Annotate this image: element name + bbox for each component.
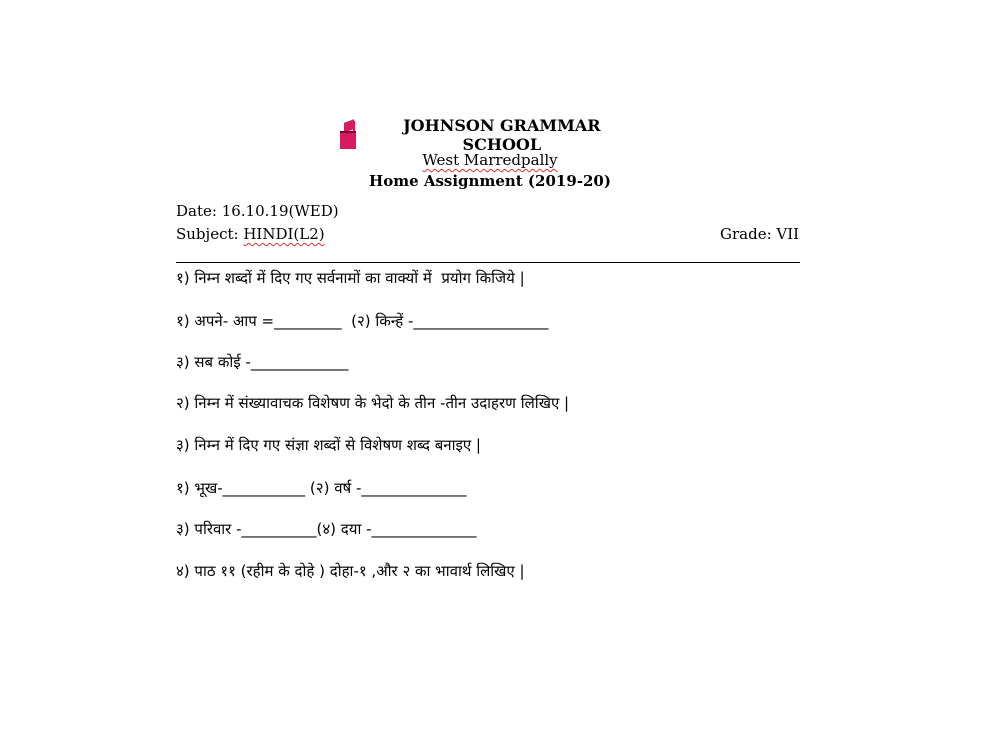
location-text: West Marredpally [422,151,558,169]
school-logo-icon [340,121,360,149]
date-line: Date: 16.10.19(WED) [176,202,339,220]
question-line: २) निम्न में संख्यावाचक विशेषण के भेदो के तीन -तीन उदाहरण लिखिए | [176,394,570,412]
subject-value: HINDI(L2) [243,225,325,243]
question-line: ३) निम्न में दिए गए संज्ञा शब्दों से विशेषण शब्द बनाइए | [176,436,481,454]
question-line: ४) पाठ ११ (रहीम के दोहे ) दोहा-१ ,और २ का भावार्थ लिखिए | [176,562,525,580]
question-line: ३) सब कोई -_____________ [176,353,349,371]
subject-line [176,225,325,243]
assignment-title: Home Assignment (2019-20) [369,172,611,190]
header-divider [176,262,800,263]
question-line: १) भूख-___________ (२) वर्ष -______________ [176,479,467,497]
school-name: JOHNSON GRAMMAR SCHOOL [403,116,601,154]
document-header [340,116,640,192]
subject-label: Subject: [176,225,244,243]
question-line: १) अपने- आप =_________ (२) किन्हें -__________________ [176,312,549,330]
grade-line: Grade: VII [720,225,800,243]
question-line: ३) परिवार -__________(४) दया -______________ [176,520,477,538]
school-title-line [340,116,640,154]
question-line: १) निम्न शब्दों में दिए गए सर्वनामों का वाक्यों में प्रयोग किजिये | [176,269,525,287]
